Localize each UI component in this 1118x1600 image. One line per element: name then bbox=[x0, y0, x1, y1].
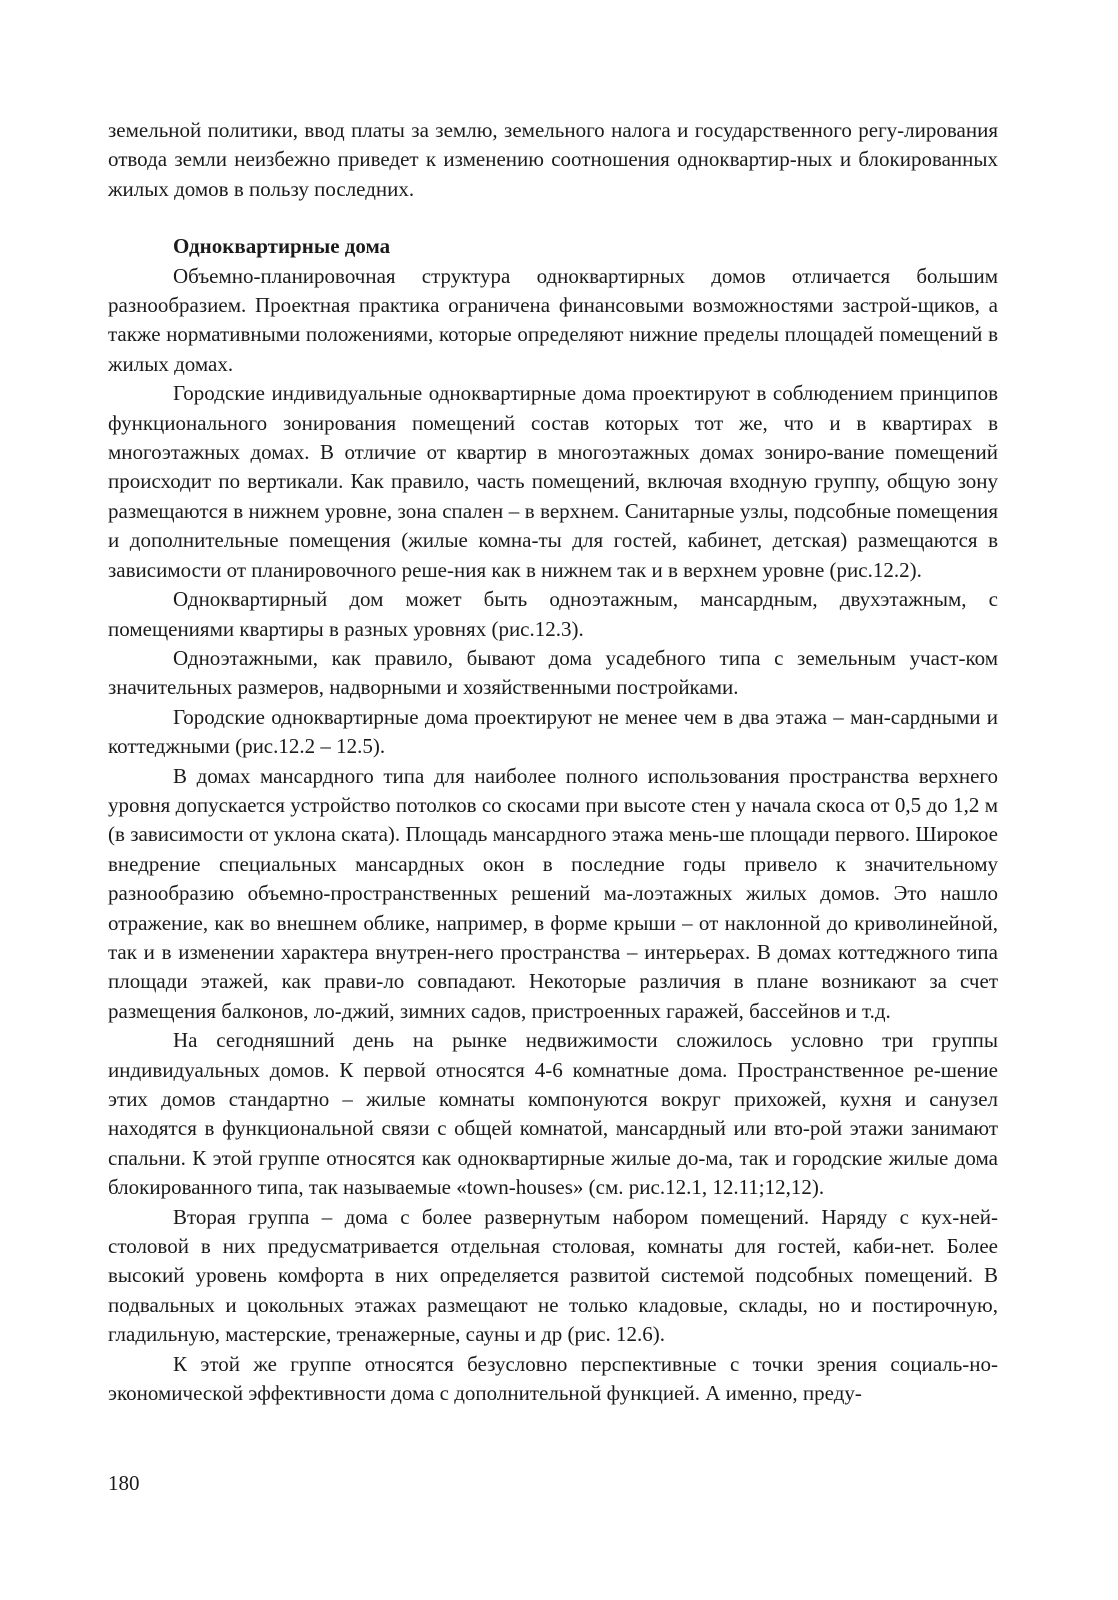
page-body bbox=[108, 116, 998, 1408]
paragraph-continuation: земельной политики, ввод платы за землю, земельного налога и государственного регу-лирования отвода земли неизбежно приведет к изменению соотношения одноквартир-ных и блокированных жилых домов в пользу последних. bbox=[108, 118, 998, 201]
paragraph: Вторая группа – дома с более развернутым набором помещений. Наряду с кух-ней-столовой в них предусматривается отдельная столовая, комнаты для гостей, каби-нет. Более высокий уровень комфорта в них определяется развитой системой подсобных помещений. В подвальных и цокольных этажах размещают не только кладовые, склады, но и постирочную, гладильную, мастерские, тренажерные, сауны и др (рис. 12.6). bbox=[108, 1204, 998, 1347]
paragraph: В домах мансардного типа для наиболее полного использования пространства верхнего уровня допускается устройство потолков со скосами при высоте стен у начала скоса от 0,5 до 1,2 м (в зависимости от уклона ската). Площадь мансардного этажа мень-ше площади первого. Широкое внедрение специальных мансардных окон в последние годы привело к значительному разнообразию объемно-пространственных решений ма-лоэтажных жилых домов. Это нашло отражение, как во внешнем облике, например, в форме крыши – от наклонной до криволинейной, так и в изменении характера внутрен-него пространства – интерьерах. В домах коттеджного типа площади этажей, как прави-ло совпадают. Некоторые различия в плане возникают за счет размещения балконов, ло-джий, зимних садов, пристроенных гаражей, бассейнов и т.д. bbox=[108, 763, 998, 1023]
paragraph: На сегодняшний день на рынке недвижимости сложилось условно три группы индивидуальных домов. К первой относятся 4-6 комнатные дома. Пространственное ре-шение этих домов стандартно – жилые комнаты компонуются вокруг прихожей, кухня и санузел находятся в функциональной связи с общей комнатой, мансардный или вто-рой этажи занимают спальни. К этой группе относятся как одноквартирные жилые до-ма, так и городские жилые дома блокированного типа, так называемые «town-houses» (см. рис.12.1, 12.11;12,12). bbox=[108, 1028, 998, 1200]
paragraph: Городские индивидуальные одноквартирные дома проектируют в соблюдением принципов функционального зонирования помещений состав которых тот же, что и в квартирах в многоэтажных домах. В отличие от квартир в многоэтажных домах зониро-вание помещений происходит по вертикали. Как правило, часть помещений, включая входную группу, общую зону размещаются в нижнем уровне, зона спален – в верхнем. Санитарные узлы, подсобные помещения и дополнительные помещения (жилые комна-ты для гостей, кабинет, детская) размещаются в зависимости от планировочного реше-ния как в нижнем так и в верхнем уровне (рис.12.2). bbox=[108, 381, 998, 582]
paragraph: Одноквартирный дом может быть одноэтажным, мансардным, двухэтажным, с помещениями квартиры в разных уровнях (рис.12.3). bbox=[108, 587, 998, 641]
paragraph: Объемно-планировочная структура одноквартирных домов отличается большим разнообразием. Проектная практика ограничена финансовыми возможностями застрой-щиков, а также нормативными положениями, которые определяют нижние пределы площадей помещений в жилых домах. bbox=[108, 263, 998, 376]
paragraph: Одноэтажными, как правило, бывают дома усадебного типа с земельным участ-ком значительных размеров, надворными и хозяйственными постройками. bbox=[108, 645, 998, 700]
section-heading: Одноквартирные дома bbox=[173, 234, 391, 259]
paragraph: Городские одноквартирные дома проектируют не менее чем в два этажа – ман-сардными и коттеджными (рис.12.2 – 12.5). bbox=[108, 704, 998, 759]
page-number: 180 bbox=[108, 1471, 140, 1495]
paragraph: К этой же группе относятся безусловно перспективные с точки зрения социаль-но-экономической эффективности дома с дополнительной функцией. А именно, преду- bbox=[108, 1351, 998, 1406]
